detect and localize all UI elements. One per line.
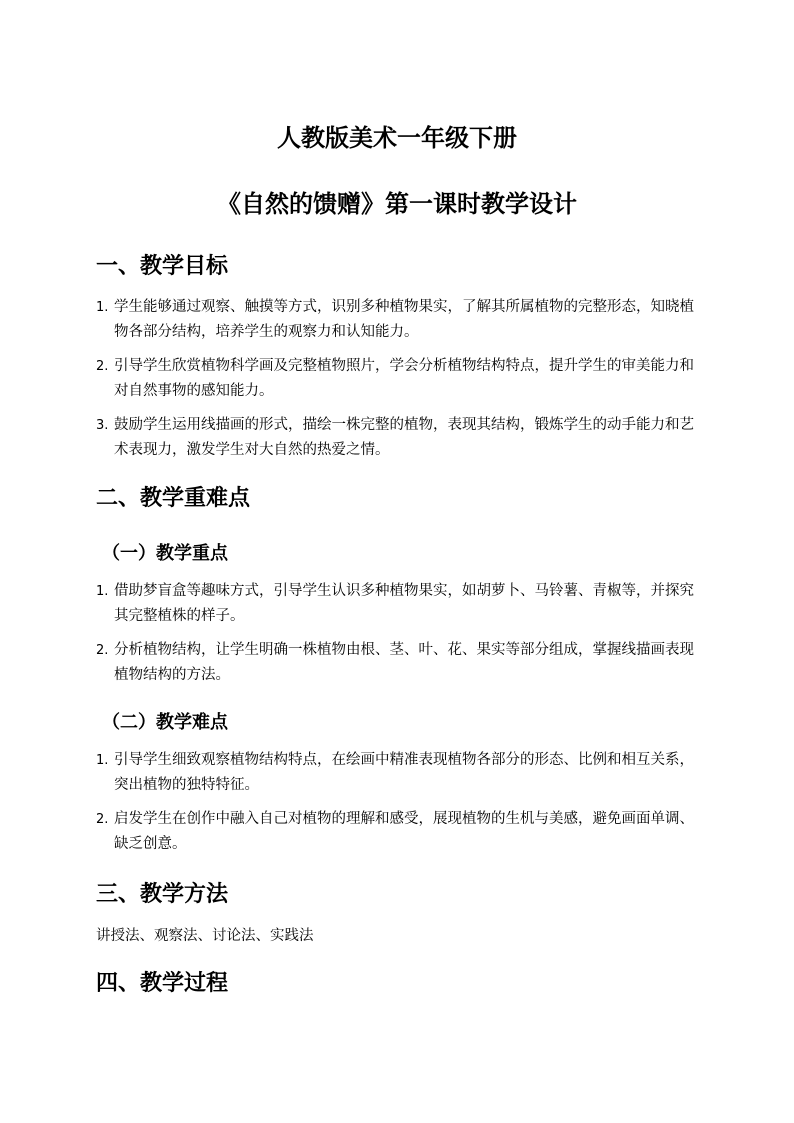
document-title-line2: 《自然的馈赠》第一课时教学设计 [217,190,577,218]
list-item-number: 1. [96,584,109,599]
section-heading-methods: 三、教学方法 [96,882,229,907]
list-item-text: 引导学生欣赏植物科学画及完整植物照片，学会分析植物结构特点，提升学生的审美能力和对自然事物的感知能力。 [114,358,694,399]
section-heading-objectives: 一、教学目标 [96,254,229,279]
list-item-number: 2. [96,812,109,827]
section-heading-key-points: 二、教学重难点 [96,486,251,511]
methods-text: 讲授法、观察法、讨论法、实践法 [96,928,314,944]
list-item [96,295,696,345]
list-item [96,748,696,798]
list-item [96,638,696,688]
section-heading-process: 四、教学过程 [96,971,229,996]
list-item [96,579,696,629]
subsection-heading-focus: （一）教学重点 [102,543,228,564]
document-title-line1: 人教版美术一年级下册 [277,124,517,152]
list-item-text: 引导学生细致观察植物结构特点，在绘画中精准表现植物各部分的形态、比例和相互关系，突出植物的独特特征。 [114,752,694,793]
list-item [96,354,696,404]
list-item-text: 启发学生在创作中融入自己对植物的理解和感受，展现植物的生机与美感，避免画面单调、缺乏创意。 [114,811,694,852]
list-item-number: 2. [96,643,109,658]
list-item-number: 1. [96,300,109,315]
objectives-list [96,295,696,463]
difficulty-list [96,748,696,857]
list-item-number: 3. [96,418,109,433]
subsection-heading-difficulty: （二）教学难点 [102,712,228,733]
list-item-text: 鼓励学生运用线描画的形式，描绘一株完整的植物，表现其结构，锻炼学生的动手能力和艺术表现力，激发学生对大自然的热爱之情。 [114,417,694,458]
list-item-text: 借助梦盲盒等趣味方式，引导学生认识多种植物果实，如胡萝卜、马铃薯、青椒等，并探究其完整植株的样子。 [114,583,694,624]
list-item-number: 1. [96,753,109,768]
list-item-number: 2. [96,359,109,374]
list-item [96,807,696,857]
list-item-text: 学生能够通过观察、触摸等方式，识别多种植物果实，了解其所属植物的完整形态，知晓植物各部分结构，培养学生的观察力和认知能力。 [114,299,694,340]
list-item [96,413,696,463]
list-item-text: 分析植物结构，让学生明确一株植物由根、茎、叶、花、果实等部分组成，掌握线描画表现植物结构的方法。 [114,642,694,683]
focus-list [96,579,696,688]
